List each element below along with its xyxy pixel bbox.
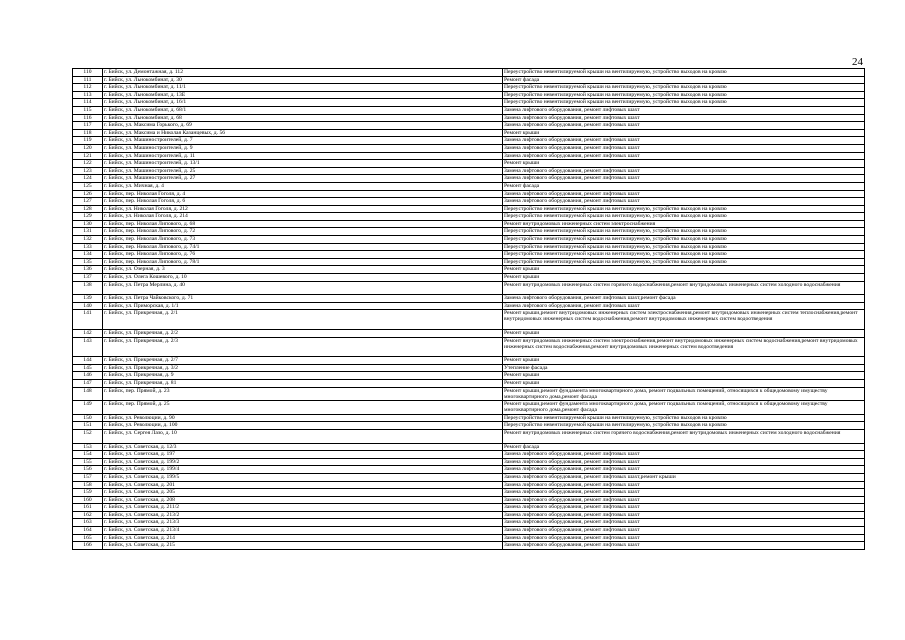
row-number-cell: 132	[73, 236, 103, 244]
table-row	[73, 76, 865, 84]
address-cell: г. Бийск, ул. Прикречная, д. 2/2	[103, 330, 503, 338]
work-type-cell: Ремонт внутридомовых инженерных систем горячего водоснабжения,ремонт внутридомовых инженерных систем холодного водоснабжения	[503, 429, 865, 443]
address-cell: г. Бийск, пер. Николая Липового, д. 73	[103, 236, 503, 244]
row-number-cell: 122	[73, 160, 103, 168]
row-number-cell: 152	[73, 429, 103, 443]
row-number-cell: 156	[73, 466, 103, 474]
table-row	[73, 129, 865, 137]
address-cell: г. Бийск, ул. Прикречная, д. 2/7	[103, 357, 503, 365]
row-number-cell: 128	[73, 205, 103, 213]
work-type-cell: Переустройство невентилируемой крыши на вентилируемую, устройство выходов на кровлю	[503, 99, 865, 107]
work-type-cell: Переустройство невентилируемой крыши на вентилируемую, устройство выходов на кровлю	[503, 213, 865, 221]
work-type-cell: Переустройство невентилируемой крыши на вентилируемую, устройство выходов на кровлю	[503, 91, 865, 99]
row-number-cell: 160	[73, 496, 103, 504]
work-type-cell: Замена лифтового оборудования, ремонт лифтовых шахт	[503, 527, 865, 535]
work-type-cell: Замена лифтового оборудования, ремонт лифтовых шахт	[503, 534, 865, 542]
work-type-cell: Ремонт внутридомовых инженерных систем электроснабжения	[503, 220, 865, 228]
address-cell: г. Бийск, ул. Машиностроителей, д. 11	[103, 152, 503, 160]
work-type-cell: Замена лифтового оборудования, ремонт лифтовых шахт	[503, 504, 865, 512]
table-row	[73, 258, 865, 266]
work-type-cell: Переустройство невентилируемой крыши на вентилируемую, устройство выходов на кровлю	[503, 69, 865, 77]
row-number-cell: 137	[73, 274, 103, 282]
address-cell: г. Бийск, ул. Советская, д. 197	[103, 451, 503, 459]
table-row	[73, 205, 865, 213]
address-cell: г. Бийск, ул. Льнокомбинат, д. 30	[103, 76, 503, 84]
work-type-cell: Замена лифтового оборудования, ремонт лифтовых шахт	[503, 167, 865, 175]
row-number-cell: 126	[73, 190, 103, 198]
address-cell: г. Бийск, ул. Прикречная, д. 9	[103, 372, 503, 380]
row-number-cell: 166	[73, 542, 103, 550]
row-number-cell: 114	[73, 99, 103, 107]
address-cell: г. Бийск, ул. Советская, д. 199/4	[103, 466, 503, 474]
table-row	[73, 481, 865, 489]
address-cell: г. Бийск, ул. Демонтажная, д. 112	[103, 69, 503, 77]
table-body	[73, 69, 865, 550]
table-row	[73, 401, 865, 415]
work-type-cell: Ремонт фасада	[503, 443, 865, 451]
table-row	[73, 451, 865, 459]
address-cell: г. Бийск, ул. Машиностроителей, д. 9	[103, 144, 503, 152]
table-row	[73, 175, 865, 183]
row-number-cell: 120	[73, 144, 103, 152]
repair-register-table	[72, 68, 865, 550]
row-number-cell: 139	[73, 295, 103, 303]
address-cell: г. Бийск, ул. Льнокомбинат, д. 11/1	[103, 84, 503, 92]
work-type-cell: Замена лифтового оборудования, ремонт лифтовых шахт	[503, 114, 865, 122]
work-type-cell: Переустройство невентилируемой крыши на вентилируемую, устройство выходов на кровлю	[503, 414, 865, 422]
address-cell: г. Бийск, пер. Николая Липового, д. 72	[103, 228, 503, 236]
row-number-cell: 117	[73, 122, 103, 130]
table-row	[73, 364, 865, 372]
row-number-cell: 145	[73, 364, 103, 372]
work-type-cell: Замена лифтового оборудования, ремонт лифтовых шахт	[503, 152, 865, 160]
row-number-cell: 164	[73, 527, 103, 535]
address-cell: г. Бийск, ул. Мичная, д. 4	[103, 182, 503, 190]
table-row	[73, 414, 865, 422]
table-row	[73, 220, 865, 228]
address-cell: г. Бийск, ул. Машиностроителей, д. 27	[103, 175, 503, 183]
row-number-cell: 155	[73, 458, 103, 466]
work-type-cell: Замена лифтового оборудования, ремонт лифтовых шахт	[503, 175, 865, 183]
address-cell: г. Бийск, ул. Прикречная, д. 2/1	[103, 310, 503, 330]
work-type-cell: Замена лифтового оборудования, ремонт лифтовых шахт	[503, 302, 865, 310]
work-type-cell: Замена лифтового оборудования, ремонт лифтовых шахт	[503, 458, 865, 466]
address-cell: г. Бийск, пер. Прямой, д. 23	[103, 387, 503, 401]
work-type-cell: Ремонт крыши	[503, 330, 865, 338]
address-cell: г. Бийск, пер. Николая Гоголя, д. 6	[103, 198, 503, 206]
address-cell: г. Бийск, ул. Революции, д. 90	[103, 414, 503, 422]
row-number-cell: 159	[73, 489, 103, 497]
table-row	[73, 160, 865, 168]
table-row	[73, 534, 865, 542]
address-cell: г. Бийск, ул. Советская, д. 214	[103, 534, 503, 542]
work-type-cell: Замена лифтового оборудования, ремонт лифтовых шахт	[503, 198, 865, 206]
work-type-cell: Замена лифтового оборудования, ремонт лифтовых шахт	[503, 489, 865, 497]
address-cell: г. Бийск, ул. Прикречная, д. 2/3	[103, 337, 503, 357]
address-cell: г. Бийск, ул. Советская, д. 213/2	[103, 511, 503, 519]
table-row	[73, 542, 865, 550]
table-row	[73, 152, 865, 160]
address-cell: г. Бийск, ул. Прикречная, д. 81	[103, 379, 503, 387]
row-number-cell: 148	[73, 387, 103, 401]
work-type-cell: Замена лифтового оборудования, ремонт лифтовых шахт,ремонт фасада	[503, 295, 865, 303]
row-number-cell: 125	[73, 182, 103, 190]
table-row	[73, 511, 865, 519]
row-number-cell: 124	[73, 175, 103, 183]
table-row	[73, 429, 865, 443]
address-cell: г. Бийск, ул. Советская, д. 201	[103, 481, 503, 489]
address-cell: г. Бийск, ул. Машиностроителей, д. 25	[103, 167, 503, 175]
table-row	[73, 281, 865, 295]
address-cell: г. Бийск, ул. Петра Мерлина, д. 40	[103, 281, 503, 295]
work-type-cell: Ремонт крыши	[503, 160, 865, 168]
row-number-cell: 157	[73, 473, 103, 481]
address-cell: г. Бийск, ул. Машиностроителей, д. 13/1	[103, 160, 503, 168]
table-row	[73, 167, 865, 175]
table-row	[73, 228, 865, 236]
work-type-cell: Переустройство невентилируемой крыши на вентилируемую, устройство выходов на кровлю	[503, 243, 865, 251]
table-row	[73, 251, 865, 259]
row-number-cell: 154	[73, 451, 103, 459]
table-row	[73, 266, 865, 274]
address-cell: г. Бийск, ул. Олега Кошевого, д. 10	[103, 274, 503, 282]
row-number-cell: 141	[73, 310, 103, 330]
row-number-cell: 165	[73, 534, 103, 542]
page-number: 24	[852, 56, 863, 68]
table-row	[73, 274, 865, 282]
row-number-cell: 123	[73, 167, 103, 175]
table-row	[73, 330, 865, 338]
table-row	[73, 69, 865, 77]
address-cell: г. Бийск, ул. Советская, д. 208	[103, 496, 503, 504]
row-number-cell: 147	[73, 379, 103, 387]
table-row	[73, 466, 865, 474]
table-row	[73, 236, 865, 244]
row-number-cell: 119	[73, 137, 103, 145]
table-row	[73, 190, 865, 198]
work-type-cell: Ремонт крыши,ремонт фундамента многоквартирного дома, ремонт подвальных помещений, относящихся к общедомовому имуществу многоквартирного дома,ремонт фасада	[503, 387, 865, 401]
address-cell: г. Бийск, пер. Прямой, д. 25	[103, 401, 503, 415]
work-type-cell: Переустройство невентилируемой крыши на вентилируемую, устройство выходов на кровлю	[503, 205, 865, 213]
table-row	[73, 443, 865, 451]
row-number-cell: 111	[73, 76, 103, 84]
table-row	[73, 213, 865, 221]
table-row	[73, 372, 865, 380]
address-cell: г. Бийск, ул. Максима Горького, д. 69	[103, 122, 503, 130]
table-row	[73, 357, 865, 365]
table-row	[73, 137, 865, 145]
row-number-cell: 129	[73, 213, 103, 221]
row-number-cell: 118	[73, 129, 103, 137]
work-type-cell: Замена лифтового оборудования, ремонт лифтовых шахт	[503, 106, 865, 114]
address-cell: г. Бийск, ул. Советская, д. 213/3	[103, 519, 503, 527]
address-cell: г. Бийск, пер. Николая Липового, д. 78/1	[103, 258, 503, 266]
row-number-cell: 151	[73, 422, 103, 430]
table-row	[73, 243, 865, 251]
address-cell: г. Бийск, ул. Советская, д. 12/3	[103, 443, 503, 451]
work-type-cell: Замена лифтового оборудования, ремонт лифтовых шахт	[503, 144, 865, 152]
row-number-cell: 121	[73, 152, 103, 160]
work-type-cell: Ремонт крыши	[503, 266, 865, 274]
address-cell: г. Бийск, ул. Петра Чайковского, д. 71	[103, 295, 503, 303]
work-type-cell: Замена лифтового оборудования, ремонт лифтовых шахт	[503, 519, 865, 527]
row-number-cell: 140	[73, 302, 103, 310]
table-row	[73, 337, 865, 357]
work-type-cell: Утепление фасада	[503, 364, 865, 372]
address-cell: г. Бийск, ул. Приморская, д. 1/1	[103, 302, 503, 310]
address-cell: г. Бийск, ул. Советская, д. 199/5	[103, 473, 503, 481]
table-row	[73, 527, 865, 535]
row-number-cell: 115	[73, 106, 103, 114]
work-type-cell: Ремонт крыши	[503, 274, 865, 282]
table-row	[73, 458, 865, 466]
address-cell: г. Бийск, ул. Льнокомбинат, д. 13Е	[103, 91, 503, 99]
work-type-cell: Ремонт крыши,ремонт внутридомовых инженерных систем электроснабжения,ремонт внутридомовых инженерных систем теплоснабжения,ремонт внутридомовых инженерных систем водоснабжения,ремонт внутридомовых инженерных систем водоотведения	[503, 310, 865, 330]
table-row	[73, 84, 865, 92]
row-number-cell: 143	[73, 337, 103, 357]
table-row	[73, 198, 865, 206]
row-number-cell: 150	[73, 414, 103, 422]
address-cell: г. Бийск, ул. Льнокомбинат, д. 68/1	[103, 106, 503, 114]
address-cell: г. Бийск, ул. Прикречная, д. 3/2	[103, 364, 503, 372]
row-number-cell: 131	[73, 228, 103, 236]
row-number-cell: 113	[73, 91, 103, 99]
work-type-cell: Переустройство невентилируемой крыши на вентилируемую, устройство выходов на кровлю	[503, 228, 865, 236]
row-number-cell: 134	[73, 251, 103, 259]
row-number-cell: 135	[73, 258, 103, 266]
work-type-cell: Замена лифтового оборудования, ремонт лифтовых шахт	[503, 481, 865, 489]
row-number-cell: 153	[73, 443, 103, 451]
work-type-cell: Переустройство невентилируемой крыши на вентилируемую, устройство выходов на кровлю	[503, 84, 865, 92]
work-type-cell: Переустройство невентилируемой крыши на вентилируемую, устройство выходов на кровлю	[503, 422, 865, 430]
work-type-cell: Замена лифтового оборудования, ремонт лифтовых шахт	[503, 511, 865, 519]
work-type-cell: Замена лифтового оборудования, ремонт лифтовых шахт	[503, 451, 865, 459]
table-row	[73, 489, 865, 497]
address-cell: г. Бийск, ул. Сергея Лазо, д. 10	[103, 429, 503, 443]
address-cell: г. Бийск, ул. Советская, д. 199/2	[103, 458, 503, 466]
work-type-cell: Замена лифтового оборудования, ремонт лифтовых шахт	[503, 137, 865, 145]
work-type-cell: Ремонт крыши	[503, 379, 865, 387]
table-row	[73, 182, 865, 190]
work-type-cell: Ремонт внутридомовых инженерных систем электроснабжения,ремонт внутридомовых инженерных систем водоснабжения,ремонт внутридомовых инженерных систем водоснабжения,ремонт внутридомовых инженерных систем водоотведения	[503, 337, 865, 357]
row-number-cell: 146	[73, 372, 103, 380]
address-cell: г. Бийск, ул. Машиностроителей, д. 7	[103, 137, 503, 145]
table-row	[73, 496, 865, 504]
work-type-cell: Замена лифтового оборудования, ремонт лифтовых шахт	[503, 190, 865, 198]
address-cell: г. Бийск, ул. Советская, д. 213/4	[103, 527, 503, 535]
address-cell: г. Бийск, ул. Советская, д. 215	[103, 542, 503, 550]
table-row	[73, 379, 865, 387]
address-cell: г. Бийск, ул. Льнокомбинат, д. 68	[103, 114, 503, 122]
work-type-cell: Переустройство невентилируемой крыши на вентилируемую, устройство выходов на кровлю	[503, 236, 865, 244]
table-row	[73, 99, 865, 107]
row-number-cell: 112	[73, 84, 103, 92]
table-row	[73, 106, 865, 114]
work-type-cell: Переустройство невентилируемой крыши на вентилируемую, устройство выходов на кровлю	[503, 251, 865, 259]
address-cell: г. Бийск, пер. Николая Гоголя, д. 4	[103, 190, 503, 198]
row-number-cell: 110	[73, 69, 103, 77]
row-number-cell: 116	[73, 114, 103, 122]
row-number-cell: 130	[73, 220, 103, 228]
work-type-cell: Замена лифтового оборудования, ремонт лифтовых шахт	[503, 122, 865, 130]
address-cell: г. Бийск, пер. Николая Липового, д. 76	[103, 251, 503, 259]
address-cell: г. Бийск, пер. Николая Липового, д. 68	[103, 220, 503, 228]
work-type-cell: Ремонт внутридомовых инженерных систем горячего водоснабжения,ремонт внутридомовых инженерных систем холодного водоснабжения	[503, 281, 865, 295]
work-type-cell: Замена лифтового оборудования, ремонт лифтовых шахт	[503, 466, 865, 474]
address-cell: г. Бийск, ул. Николая Гоголя, д. 212	[103, 205, 503, 213]
address-cell: г. Бийск, ул. Озерная, д. 3	[103, 266, 503, 274]
address-cell: г. Бийск, пер. Николая Липового, д. 74/1	[103, 243, 503, 251]
work-type-cell: Переустройство невентилируемой крыши на вентилируемую, устройство выходов на кровлю	[503, 258, 865, 266]
table-row	[73, 519, 865, 527]
table-row	[73, 295, 865, 303]
table-row	[73, 422, 865, 430]
row-number-cell: 163	[73, 519, 103, 527]
row-number-cell: 144	[73, 357, 103, 365]
work-type-cell: Ремонт фасада	[503, 76, 865, 84]
row-number-cell: 142	[73, 330, 103, 338]
work-type-cell: Замена лифтового оборудования, ремонт лифтовых шахт	[503, 542, 865, 550]
address-cell: г. Бийск, ул. Льнокомбинат, д. 16/1	[103, 99, 503, 107]
address-cell: г. Бийск, ул. Максима и Николая Казанцевых, д. 56	[103, 129, 503, 137]
table-row	[73, 504, 865, 512]
address-cell: г. Бийск, ул. Николая Гоголя, д. 214	[103, 213, 503, 221]
table-row	[73, 302, 865, 310]
table-row	[73, 387, 865, 401]
work-type-cell: Ремонт крыши	[503, 129, 865, 137]
work-type-cell: Ремонт крыши	[503, 357, 865, 365]
table-row	[73, 114, 865, 122]
work-type-cell: Ремонт крыши,ремонт фундамента многоквартирного дома, ремонт подвальных помещений, относящихся к общедомовому имуществу многоквартирного дома,ремонт фасада	[503, 401, 865, 415]
row-number-cell: 158	[73, 481, 103, 489]
address-cell: г. Бийск, ул. Советская, д. 211/2	[103, 504, 503, 512]
row-number-cell: 162	[73, 511, 103, 519]
row-number-cell: 138	[73, 281, 103, 295]
table-row	[73, 144, 865, 152]
row-number-cell: 149	[73, 401, 103, 415]
work-type-cell: Замена лифтового оборудования, ремонт лифтовых шахт,ремонт крыши	[503, 473, 865, 481]
table-row	[73, 91, 865, 99]
row-number-cell: 133	[73, 243, 103, 251]
row-number-cell: 136	[73, 266, 103, 274]
work-type-cell: Замена лифтового оборудования, ремонт лифтовых шахт	[503, 496, 865, 504]
row-number-cell: 127	[73, 198, 103, 206]
work-type-cell: Ремонт крыши	[503, 372, 865, 380]
table-row	[73, 473, 865, 481]
address-cell: г. Бийск, ул. Революции, д. 100	[103, 422, 503, 430]
row-number-cell: 161	[73, 504, 103, 512]
work-type-cell: Ремонт фасада	[503, 182, 865, 190]
table-row	[73, 122, 865, 130]
address-cell: г. Бийск, ул. Советская, д. 205	[103, 489, 503, 497]
table-row	[73, 310, 865, 330]
